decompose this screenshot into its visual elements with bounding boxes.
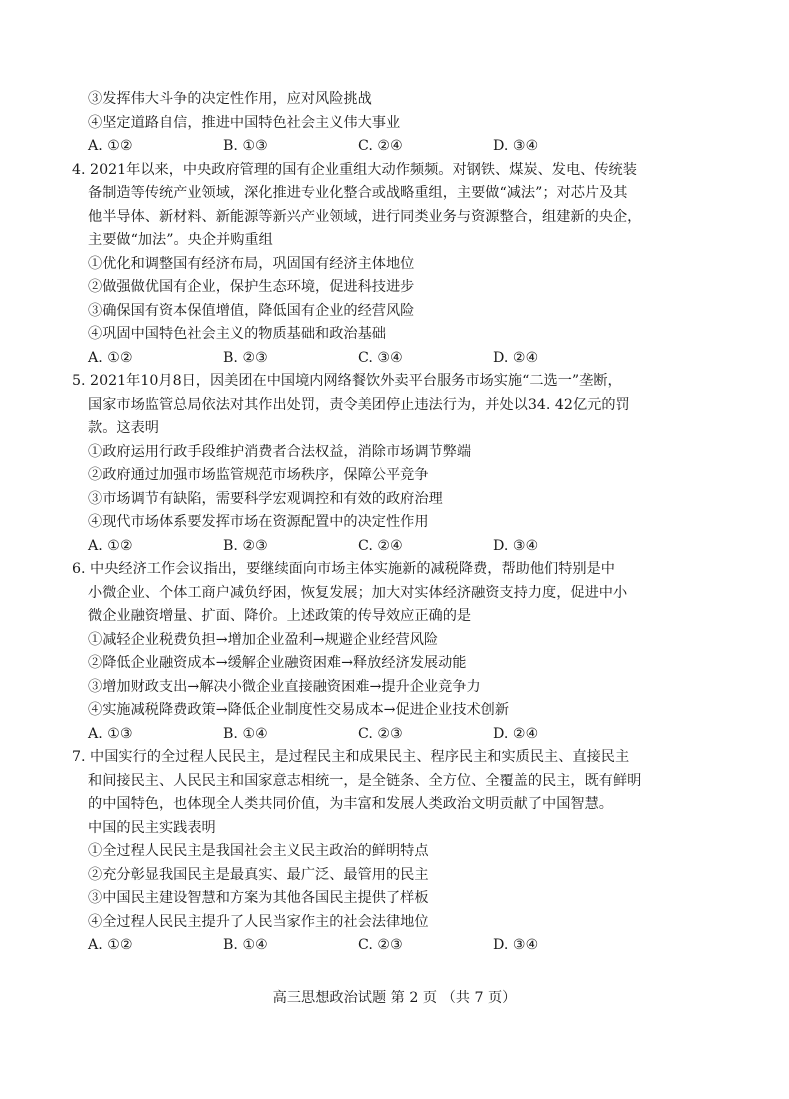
q3-item-4: ④坚定道路自信，推进中国特色社会主义伟大事业	[88, 114, 401, 131]
q7-item-4: ④全过程人民民主提升了人民当家作主的社会法律地位	[88, 913, 429, 930]
q6-stem-line-1: 6. 中央经济工作会议指出，要继续面向市场主体实施新的减税降费，帮助他们特别是中	[72, 561, 615, 577]
q3-option-b: B. ①③	[223, 138, 268, 154]
q3-options	[88, 135, 768, 159]
q4-options	[88, 347, 768, 371]
q4-stem-line-4: 主要做“加法”。央企并购重组	[88, 232, 273, 248]
question-6	[72, 558, 768, 746]
q4-option-d: D. ②④	[493, 349, 539, 366]
q5-item-2: ②政府通过加强市场监管规范市场秩序，保障公平竞争	[88, 467, 429, 483]
q5-option-d: D. ③④	[493, 537, 539, 554]
q6-option-c: C. ②③	[358, 725, 403, 742]
q7-stem-line-4: 中国的民主实践表明	[88, 819, 216, 836]
q6-item-3: ③增加财政支出→解决小微企业直接融资困难→提升企业竞争力	[88, 678, 481, 695]
q5-option-b: B. ②③	[223, 537, 268, 554]
q7-item-3: ③中国民主建设智慧和方案为其他各国民主提供了样板	[88, 890, 429, 906]
q6-option-d: D. ②④	[493, 725, 539, 742]
q4-item-4: ④巩固中国特色社会主义的物质基础和政治基础	[88, 326, 386, 342]
q4-option-b: B. ②③	[223, 349, 268, 366]
q7-stem-line-3: 的中国特色，也体现全人类共同价值，为丰富和发展人类政治文明贡献了中国智慧。	[88, 796, 613, 812]
q7-options	[88, 934, 768, 958]
q5-stem-line-2: 国家市场监管总局依法对其作出处罚，责令美团停止违法行为，并处以34. 42亿元的罚	[88, 396, 630, 413]
q7-option-c: C. ②③	[358, 937, 403, 953]
q3-item-3: ③发挥伟大斗争的决定性作用，应对风险挑战	[88, 91, 372, 107]
q7-stem-line-1: 7. 中国实行的全过程人民民主，是过程民主和成果民主、程序民主和实质民主、直接民主	[72, 749, 630, 765]
page-footer: 高三思想政治试题 第 2 页 （共 7 页）	[272, 990, 517, 1006]
q5-option-c: C. ②④	[358, 537, 403, 554]
q3-option-a: A. ①②	[88, 138, 133, 154]
q7-option-a: A. ①②	[88, 937, 133, 953]
question-4	[72, 159, 768, 371]
q5-item-1: ①政府运用行政手段维护消费者合法权益，消除市场调节弊端	[88, 443, 472, 460]
q4-stem-line-2: 备制造等传统产业领域，深化推进专业化整合或战略重组，主要做“减法”；对芯片及其	[88, 185, 628, 201]
q6-option-b: B. ①④	[223, 725, 268, 742]
q3-option-c: C. ②④	[358, 138, 403, 154]
q4-stem-line-3: 他半导体、新材料、新能源等新兴产业领域，进行同类业务与资源整合，组建新的央企，	[88, 208, 642, 225]
q4-item-3: ③确保国有资本保值增值，降低国有企业的经营风险	[88, 302, 415, 319]
q7-stem-line-2: 和间接民主、人民民主和国家意志相统一，是全链条、全方位、全覆盖的民主，既有鲜明	[88, 772, 642, 789]
question-5	[72, 370, 768, 558]
q5-item-3: ③市场调节有缺陷，需要科学宏观调控和有效的政府治理	[88, 490, 443, 507]
q6-option-a: A. ①③	[88, 725, 133, 742]
q7-item-2: ②充分彰显我国民主是最真实、最广泛、最管用的民主	[88, 866, 429, 883]
q4-option-a: A. ①②	[88, 349, 133, 366]
q7-option-b: B. ①④	[223, 937, 268, 953]
q6-options	[88, 723, 768, 747]
question-3-tail	[88, 88, 768, 159]
q4-stem-line-1: 4. 2021年以来，中央政府管理的国有企业重组大动作频频。对钢铁、煤炭、发电、传统装	[72, 161, 637, 178]
q5-stem-line-1: 5. 2021年10月8日，因美团在中国境内网络餐饮外卖平台服务市场实施“二选一”垄断，	[72, 373, 622, 389]
q3-option-d: D. ③④	[493, 138, 539, 154]
q6-item-1: ①减轻企业税费负担→增加企业盈利→规避企业经营风险	[88, 631, 439, 648]
question-7	[72, 746, 768, 958]
q6-item-2: ②降低企业融资成本→缓解企业融资困难→释放经济发展动能	[88, 655, 467, 671]
q7-item-1: ①全过程人民民主是我国社会主义民主政治的鲜明特点	[88, 843, 429, 859]
q5-item-4: ④现代市场体系要发挥市场在资源配置中的决定性作用	[88, 514, 429, 530]
q7-option-d: D. ③④	[493, 937, 539, 953]
q5-option-a: A. ①②	[88, 537, 133, 554]
q6-stem-line-2: 小微企业、个体工商户减负纾困，恢复发展；加大对实体经济融资支持力度，促进中小	[88, 584, 628, 601]
q4-option-c: C. ③④	[358, 349, 403, 366]
q6-stem-line-3: 微企业融资增量、扩面、降价。上述政策的传导效应正确的是	[88, 608, 472, 624]
q5-stem-line-3: 款。这表明	[88, 420, 159, 436]
q6-item-4: ④实施减税降费政策→降低企业制度性交易成本→促进企业技术创新	[88, 702, 510, 718]
q4-item-2: ②做强做优国有企业，保护生态环境，促进科技进步	[88, 279, 415, 295]
q5-options	[88, 535, 768, 559]
q4-item-1: ①优化和调整国有经济布局，巩固国有经济主体地位	[88, 255, 415, 272]
exam-page	[72, 88, 768, 958]
